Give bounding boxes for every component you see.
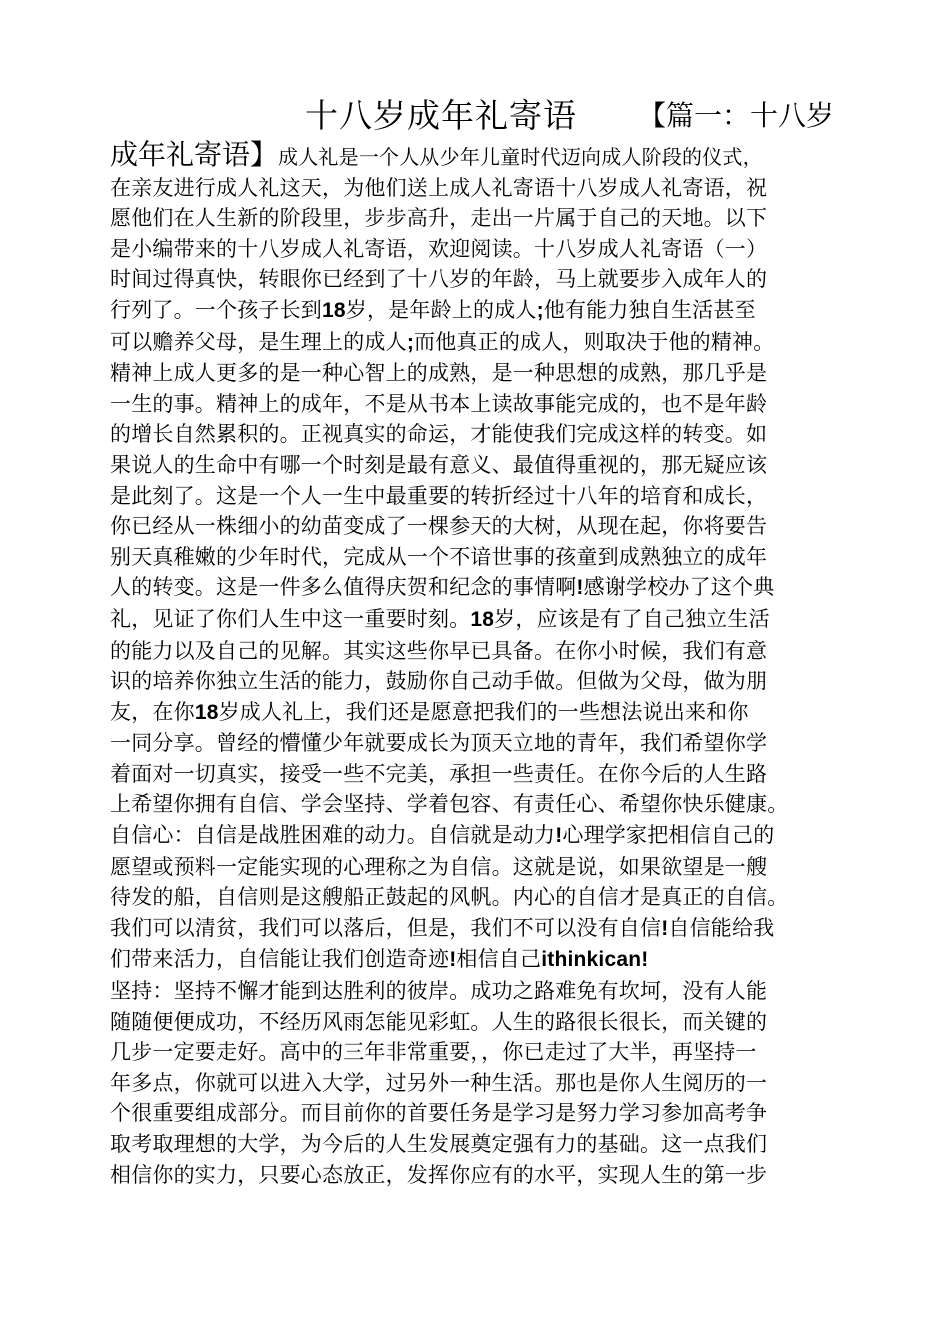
paragraph-line: 一同分享。曾经的懵懂少年就要成长为顶天立地的青年，我们希望你学 <box>110 731 768 756</box>
paragraph-line: 礼，见证了你们人生中这一重要时刻。18岁，应该是有了自己独立生活 <box>110 606 770 631</box>
paragraph-line: 时间过得真快，转眼你已经到了十八岁的年龄，马上就要步入成年人的 <box>110 267 768 292</box>
title-section-label: 【篇一：十八岁 <box>638 99 835 132</box>
paragraph-line: 的能力以及自己的见解。其实这些你早已具备。在你小时候，我们有意 <box>110 638 768 663</box>
paragraph-line: 相信你的实力，只要心态放正，发挥你应有的水平，实现人生的第一步 <box>110 1162 768 1187</box>
paragraph-line: 待发的船，自信则是这艘船正鼓起的风帆。内心的自信才是真正的自信。 <box>110 885 789 910</box>
paragraph-line: 愿他们在人生新的阶段里，步步高升，走出一片属于自己的天地。以下 <box>110 206 768 231</box>
document-title: 十八岁成年礼寄语 <box>305 96 577 135</box>
paragraph-line: 是此刻了。这是一个人一生中最重要的转折经过十八年的培育和成长， <box>110 483 768 508</box>
paragraph-line: 的增长自然累积的。正视真实的命运，才能使我们完成这样的转变。如 <box>110 422 768 447</box>
paragraph-line: 识的培养你独立生活的能力，鼓励你自己动手做。但做为父母，做为朋 <box>110 669 768 694</box>
section-label-end: 成年礼寄语】 <box>110 138 279 171</box>
paragraph-line: 是小编带来的十八岁成人礼寄语，欢迎阅读。十八岁成人礼寄语（一） <box>110 236 768 261</box>
paragraph-line: 精神上成人更多的是一种心智上的成熟，是一种思想的成熟，那几乎是 <box>110 361 768 386</box>
paragraph-line: 一生的事。精神上的成年，不是从书本上读故事能完成的，也不是年龄 <box>110 391 768 416</box>
paragraph-line: 个很重要组成部分。而目前你的首要任务是学习是努力学习参加高考争 <box>110 1101 768 1126</box>
paragraph-line: 们带来活力，自信能让我们创造奇迹!相信自己ithinkican! <box>110 947 649 972</box>
intro-text: 成人礼是一个人从少年儿童时代迈向成人阶段的仪式， <box>278 145 763 169</box>
paragraph-line: 行列了。一个孩子长到18岁，是年龄上的成人;他有能力独自生活甚至 <box>110 297 756 322</box>
paragraph-line: 人的转变。这是一件多么值得庆贺和纪念的事情啊!感谢学校办了这个典 <box>110 575 775 600</box>
title-line <box>110 92 860 140</box>
paragraph-line: 坚持：坚持不懈才能到达胜利的彼岸。成功之路难免有坎坷，没有人能 <box>110 979 768 1004</box>
paragraph-lines <box>110 173 860 1191</box>
paragraph-line: 上希望你拥有自信、学会坚持、学着包容、有责任心、希望你快乐健康。 <box>110 792 789 817</box>
paragraph-line: 友，在你18岁成人礼上，我们还是愿意把我们的一些想法说出来和你 <box>110 699 749 724</box>
paragraph-line: 取考取理想的大学，为今后的人生发展奠定强有力的基础。这一点我们 <box>110 1132 768 1156</box>
paragraph-line: 随随便便成功，不经历风雨怎能见彩虹。人生的路很长很长，而关键的 <box>110 1009 768 1034</box>
paragraph-line: 别天真稚嫩的少年时代，完成从一个不谙世事的孩童到成熟独立的成年 <box>110 544 768 569</box>
paragraph-line: 果说人的生命中有哪一个时刻是最有意义、最值得重视的，那无疑应该 <box>110 452 768 477</box>
paragraph-line-first <box>110 140 860 173</box>
paragraph-line: 年多点，你就可以进入大学，过另外一种生活。那也是你人生阅历的一 <box>110 1070 768 1095</box>
paragraph-line: 几步一定要走好。高中的三年非常重要，，你已走过了大半，再坚持一 <box>110 1040 757 1065</box>
paragraph-line: 愿望或预料一定能实现的心理称之为自信。这就是说，如果欲望是一艘 <box>110 854 768 879</box>
paragraph-line: 可以赡养父母，是生理上的成人;而他真正的成人，则取决于他的精神。 <box>110 329 775 354</box>
document-body <box>110 92 860 1190</box>
paragraph-line: 我们可以清贫，我们可以落后，但是，我们不可以没有自信!自信能给我 <box>110 915 775 940</box>
paragraph-line: 你已经从一株细小的幼苗变成了一棵参天的大树，从现在起，你将要告 <box>110 514 768 539</box>
paragraph-line: 在亲友进行成人礼这天，为他们送上成人礼寄语十八岁成人礼寄语，祝 <box>110 175 768 200</box>
paragraph-line: 着面对一切真实，接受一些不完美，承担一些责任。在你今后的人生路 <box>110 761 768 786</box>
paragraph-line: 自信心：自信是战胜困难的动力。自信就是动力!心理学家把相信自己的 <box>110 823 775 848</box>
